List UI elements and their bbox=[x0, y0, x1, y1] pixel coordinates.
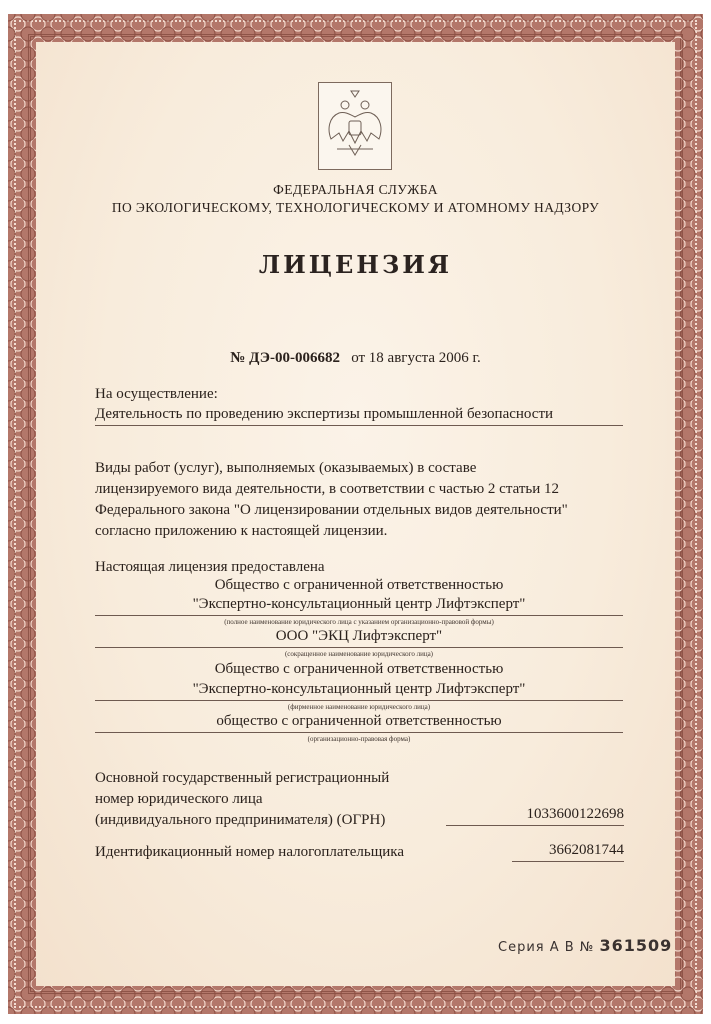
activity-label: На осуществление: bbox=[95, 386, 218, 402]
scope-line-1: Виды работ (услуг), выполняемых (оказываемых) в составе bbox=[95, 460, 477, 476]
inn-label: Идентификационный номер налогоплательщика bbox=[95, 844, 405, 860]
document-title: ЛИЦЕНЗИЯ bbox=[258, 250, 453, 279]
scope-line-2: лицензируемого вида деятельности, в соответствии с частью 2 статьи 12 bbox=[95, 481, 560, 497]
series-label: Серия А В № bbox=[498, 940, 595, 955]
agency-name-line-2: ПО ЭКОЛОГИЧЕСКОМУ, ТЕХНОЛОГИЧЕСКОМУ И АТОМНОМУ НАДЗОРУ bbox=[111, 200, 600, 215]
holder-brand-name-line-2: "Экспертно-консультационный центр Лифтэксперт" bbox=[95, 679, 623, 701]
holder-short-name: ООО "ЭКЦ Лифтэксперт" bbox=[95, 626, 623, 648]
ogrn-label-line-3: (индивидуального предпринимателя) (ОГРН) bbox=[95, 812, 386, 828]
holder-label: Настоящая лицензия предоставлена bbox=[95, 559, 325, 575]
series-serial: 361509 bbox=[599, 936, 673, 955]
scope-line-3: Федерального закона "О лицензировании отдельных видов деятельности" bbox=[95, 502, 568, 518]
ogrn-label-line-2: номер юридического лица bbox=[95, 791, 263, 807]
holder-full-name-line-2: "Экспертно-консультационный центр Лифтэксперт" bbox=[95, 594, 623, 616]
coat-of-arms-emblem bbox=[318, 82, 392, 170]
legal-form-caption: (организационно-правовая форма) bbox=[307, 735, 411, 743]
license-date: от 18 августа 2006 г. bbox=[351, 350, 481, 366]
brand-name-caption: (фирменное наименование юридического лица) bbox=[287, 703, 431, 711]
ogrn-value: 1033600122698 bbox=[446, 804, 624, 826]
series-number bbox=[498, 936, 672, 955]
scope-line-4: согласно приложению к настоящей лицензии. bbox=[95, 523, 388, 539]
license-number-line bbox=[0, 350, 711, 367]
license-number: № ДЭ-00-006682 bbox=[230, 350, 340, 366]
holder-brand-name-line-1: Общество с ограниченной ответственностью bbox=[214, 661, 504, 677]
holder-full-name-line-1: Общество с ограниченной ответственностью bbox=[214, 577, 504, 593]
inn-value: 3662081744 bbox=[512, 840, 624, 862]
activity-value: Деятельность по проведению экспертизы промышленной безопасности bbox=[95, 404, 623, 426]
full-name-caption: (полное наименование юридического лица с указанием организационно-правовой формы) bbox=[224, 618, 494, 626]
ogrn-label-line-1: Основной государственный регистрационный bbox=[95, 770, 390, 786]
agency-name-line-1: ФЕДЕРАЛЬНАЯ СЛУЖБА bbox=[273, 182, 438, 197]
short-name-caption: (сокращенное наименование юридического лица) bbox=[284, 650, 434, 658]
holder-legal-form: общество с ограниченной ответственностью bbox=[95, 711, 623, 733]
double-headed-eagle-icon bbox=[319, 83, 391, 169]
